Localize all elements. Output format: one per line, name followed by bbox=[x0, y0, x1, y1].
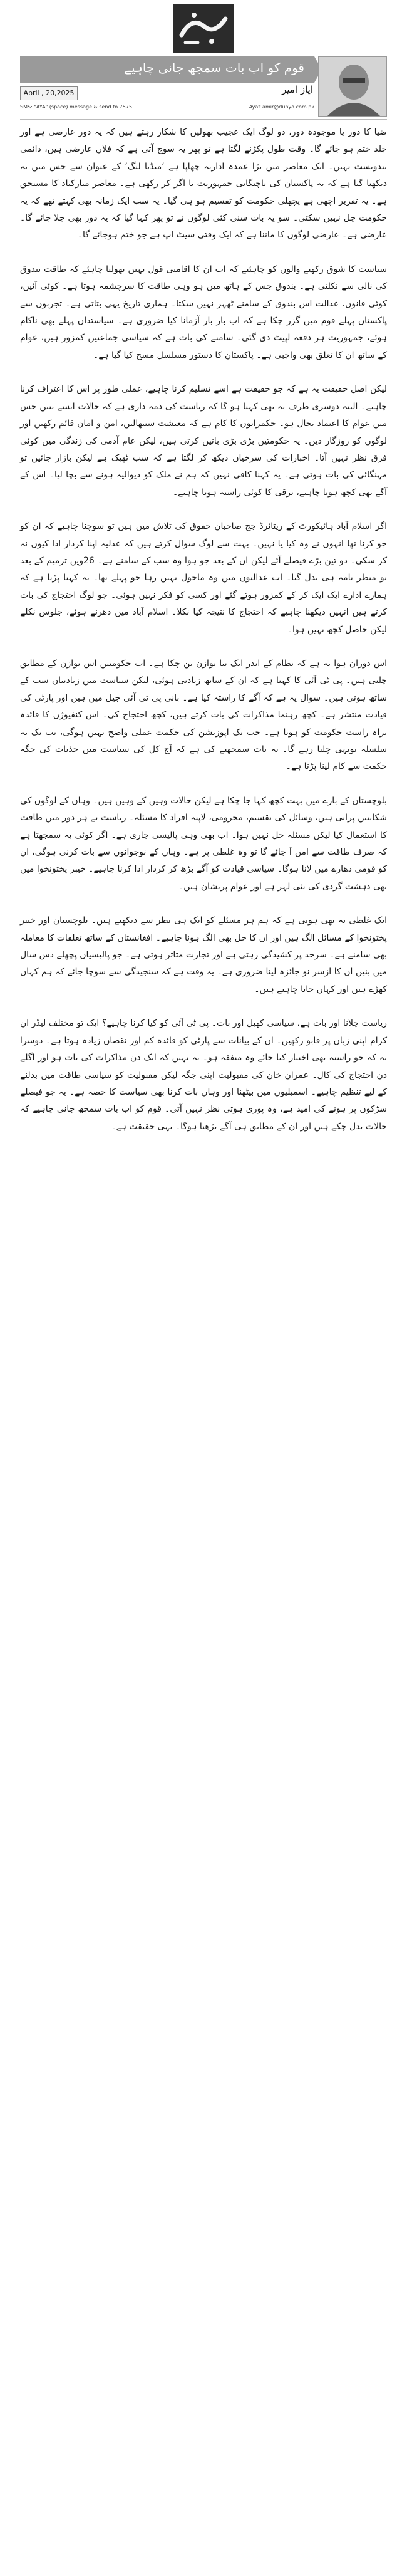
paragraph: بلوچستان کے بارے میں بہت کچھ کہا جا چکا ہے لیکن حالات وہیں کے وہیں ہیں۔ وہاں کے لوگوں کی شکایتیں پرانی ہیں، وسائل کی تقسیم، محرومی، لاپتہ افراد کا مسئلہ۔ ریاست نے ہر دور میں طاقت کا استعمال کیا لیکن مسئلہ حل نہیں ہوا۔ اب بھی وہی پالیسی جاری ہے۔ اگر کوئی یہ سمجھتا ہے کہ صرف طاقت سے امن آ جائے گا تو وہ غلطی پر ہے۔ وہاں کے نوجوانوں سے بات کرنی ہوگی، ان کو قومی دھارے میں لانا ہوگا۔ سیاسی قیادت کو آگے بڑھ کر کردار ادا کرنا چاہیے۔ خیبر پختونخوا میں بھی دہشت گردی کی نئی لہر ہے اور عوام پریشان ہیں۔ bbox=[20, 795, 387, 892]
paragraph: اس دوران ہوا یہ ہے کہ نظام کے اندر ایک نیا توازن بن چکا ہے۔ اب حکومتیں اس توازن کے مطابق چلتی ہیں۔ پی ٹی آئی کا کہنا ہے کہ ان کے ساتھ زیادتی ہوئی، لیکن سیاست میں زیادتیاں سب کے ساتھ ہوتی ہیں۔ سوال یہ ہے کہ آگے کا راستہ کیا ہے۔ بانی پی ٹی آئی جیل میں ہیں اور پارٹی کی قیادت منتشر ہے۔ کچھ رہنما مذاکرات کی بات کرتے ہیں، کچھ احتجاج کی۔ اس کنفیوژن کا فائدہ براہ راست حکومت کو ہوتا ہے۔ جب تک اپوزیشن کی حکمت عملی واضح نہیں ہوگی، تب تک یہ سلسلہ یونہی چلتا رہے گا۔ یہ بات سمجھنے کی ہے کہ آج کل کی سیاست میں جذبات کی جگہ حکمت سے کام لینا پڑتا ہے۔ bbox=[20, 658, 387, 772]
column-header bbox=[20, 56, 387, 117]
publish-date: April , 20,2025 bbox=[20, 86, 78, 100]
paragraph: ایک غلطی یہ بھی ہوتی ہے کہ ہم ہر مسئلے کو ایک ہی نظر سے دیکھتے ہیں۔ بلوچستان اور خیبر پختونخوا کے مسائل الگ ہیں اور ان کا حل بھی الگ ہونا چاہیے۔ افغانستان کے ساتھ تعلقات کا معاملہ بھی سامنے ہے۔ سرحد پر کشیدگی رہتی ہے اور تجارت متاثر ہوتی ہے۔ جو پالیسیاں پچھلے دس سال میں بنیں ان کا ازسر نو جائزہ لینا ضروری ہے۔ یہ وقت ہے کہ سنجیدگی سے سوچا جائے کہ ہم کہاں کھڑے ہیں اور کہاں جانا چاہتے ہیں۔ bbox=[20, 915, 387, 994]
paragraph: ریاست چلانا اور بات ہے، سیاسی کھیل اور بات۔ پی ٹی آئی کو کیا کرنا چاہیے؟ ایک تو مختلف لیڈر ان کرام اپنی زبان پر قابو رکھیں۔ ان کے بیانات سے پارٹی کو فائدہ کم اور نقصان زیادہ ہوتا ہے۔ دوسرا یہ کہ جو راستہ بھی اختیار کیا جائے وہ متفقہ ہو۔ یہ نہیں کہ ایک دن مذاکرات کی بات ہو اور اگلے دن احتجاج کی کال۔ عمران خان کی مقبولیت اپنی جگہ لیکن مقبولیت کو سیاسی طاقت میں بدلنے کے لیے تنظیم چاہیے۔ اسمبلیوں میں بیٹھنا اور وہاں بات کرنا بھی سیاست کا حصہ ہے۔ یہ جو فیصلے سڑکوں پر ہونے کی امید ہے، وہ پوری ہوتی نظر نہیں آتی۔ قوم کو اب بات سمجھ جانی چاہیے کہ حالات بدل چکے ہیں اور ان کے مطابق ہی آگے بڑھنا ہوگا۔ یہی حقیقت ہے۔ bbox=[20, 1018, 387, 1132]
paragraph: ضیا کا دور یا موجودہ دور، دو لوگ ایک عجیب بھولپن کا شکار رہتے ہیں کہ یہ دور عارضی ہے اور جلد ختم ہو جائے گا۔ وقت طول پکڑنے لگتا ہے تو پھر یہ سوچ آتی ہے کہ فلاں عارضی ہیں، دائمی بندوبست نہیں۔ ایک معاصر میں بڑا عمدہ اداریہ چھاپا ہے ‘میڈیا لنگ’ کے عنوان سے جس میں یہ دیکھنا گیا ہے کہ یہ پاکستان کی ناچنگانی جمہوریت یا اگر کر رکھی ہے۔ معاصر مبارکباد کا مستحق ہے۔ یہ تقریر اچھی ہے پچھلی حکومت کو تقسیم ہو ہی گیا۔ یہ سب ایک زمانہ بھی کہتے تھے کہ یہ حکومت چل نہیں سکتی۔ سو یہ بات سنی کئی لوگوں نے تو پھر کہا گیا کہ یہ دور بھی چلا جائے گا۔ عارضی ہے۔ عارضی لوگوں کا ماننا ہے کہ ایک وقتی سیٹ اپ ہے جو ختم ہوجائے گا۔ bbox=[20, 127, 387, 241]
contact-row bbox=[20, 103, 314, 112]
dunya-logo bbox=[173, 4, 234, 53]
article-body bbox=[20, 124, 387, 1152]
author-portrait-icon bbox=[319, 57, 386, 116]
author-photo bbox=[318, 56, 387, 117]
title-band bbox=[20, 56, 314, 83]
paragraph: سیاست کا شوق رکھنے والوں کو چاہئیے کہ اب ان کا اقامتی قول یہیں بھولنا چاہئے کہ طاقت بندوق کی نالی سے نکلتی ہے۔ بندوق جس کے ہاتھ میں ہو وہی طاقت کا سرچشمہ ہوتا ہے۔ کوئی آئین، کوئی قانون، عدالت اس بندوق کے سامنے ٹھہر نہیں سکتا۔ ہماری تاریخ یہی بتاتی ہے۔ تجربوں سے پاکستان پہلے قوم میں گزر چکا ہے کہ اب بار بار آزمانا کیا ضروری ہے۔ سیاستدان پہلے بھی ناکام ہوئے، جمہوریت ہر دفعہ لپیٹ دی گئی۔ سامنے کی بات ہے کہ سیاسی جماعتیں کمزور ہیں، عوام کے ساتھ ان کا تعلق بھی واجبی ہے۔ پاکستان کا دستور مسلسل مسخ کیا گیا ہے۔ bbox=[20, 264, 387, 360]
sms-info: SMS: "AYA" (space) message & send to 7575 bbox=[20, 104, 133, 110]
column-title: قوم کو اب بات سمجھ جانی چاہیے bbox=[124, 60, 304, 75]
logo-mark-icon bbox=[173, 4, 234, 53]
author-name: ایاز امیر bbox=[282, 84, 313, 95]
header-divider bbox=[20, 119, 387, 120]
author-email: Ayaz.amir@dunya.com.pk bbox=[249, 104, 314, 110]
paragraph: اگر اسلام آباد ہائیکورٹ کے ریٹائرڈ جج صاحبان حقوق کی تلاش میں ہیں تو سوچنا چاہیے کہ ان کو جو کرنا تھا انہوں نے وہ کیا یا نہیں۔ بہت سے لوگ سوال کرتے ہیں کہ عدلیہ اپنا کردار ادا کیوں نہ کر سکی۔ دو تین بڑے فیصلے آئے لیکن ان کے بعد جو ہوا وہ سب کے سامنے ہے۔ 26ویں ترمیم کے بعد تو منظر نامہ ہی بدل گیا۔ اب عدالتوں میں وہ ماحول نہیں رہا جو پہلے تھا۔ یہ کہنا پڑتا ہے کہ ہمارے ادارے ایک ایک کر کے کمزور ہوتے گئے اور کسی کو فکر نہیں ہوئی۔ جو لوگ احتجاج کی بات کرتے ہیں انہیں دیکھنا چاہیے کہ احتجاج کا نتیجہ کیا نکلا۔ اسلام آباد میں دھرنے ہوئے، جلوس نکلے لیکن حاصل کچھ نہیں ہوا۔ bbox=[20, 521, 387, 635]
paragraph: لیکن اصل حقیقت یہ ہے کہ جو حقیقت ہے اسے تسلیم کرنا چاہیے، عملی طور پر اس کا اعتراف کرنا چاہیے۔ البتہ دوسری طرف یہ بھی کہنا ہو گا کہ ریاست کی ذمہ داری ہے کہ حالات ایسے بنیں جس میں عوام کا اعتماد بحال ہو۔ حکمرانوں کا کام ہے کہ معیشت سنبھالیں، امن و امان قائم رکھیں اور لوگوں کو روزگار دیں۔ یہ حکومتیں بڑی بڑی باتیں کرتی ہیں، لیکن عام آدمی کی زندگی میں کوئی فرق نظر نہیں آتا۔ اخبارات کی سرخیاں دیکھ کر لگتا ہے کہ سب ٹھیک ہے لیکن بازار جائیں تو مہنگائی کی بات ہوتی ہے۔ یہ کہنا کافی نہیں کہ ہم نے ملک کو دیوالیہ ہونے سے بچا لیا۔ اس کے آگے بھی کچھ ہونا چاہیے، ترقی کا کوئی راستہ ہونا چاہیے۔ bbox=[20, 384, 387, 498]
